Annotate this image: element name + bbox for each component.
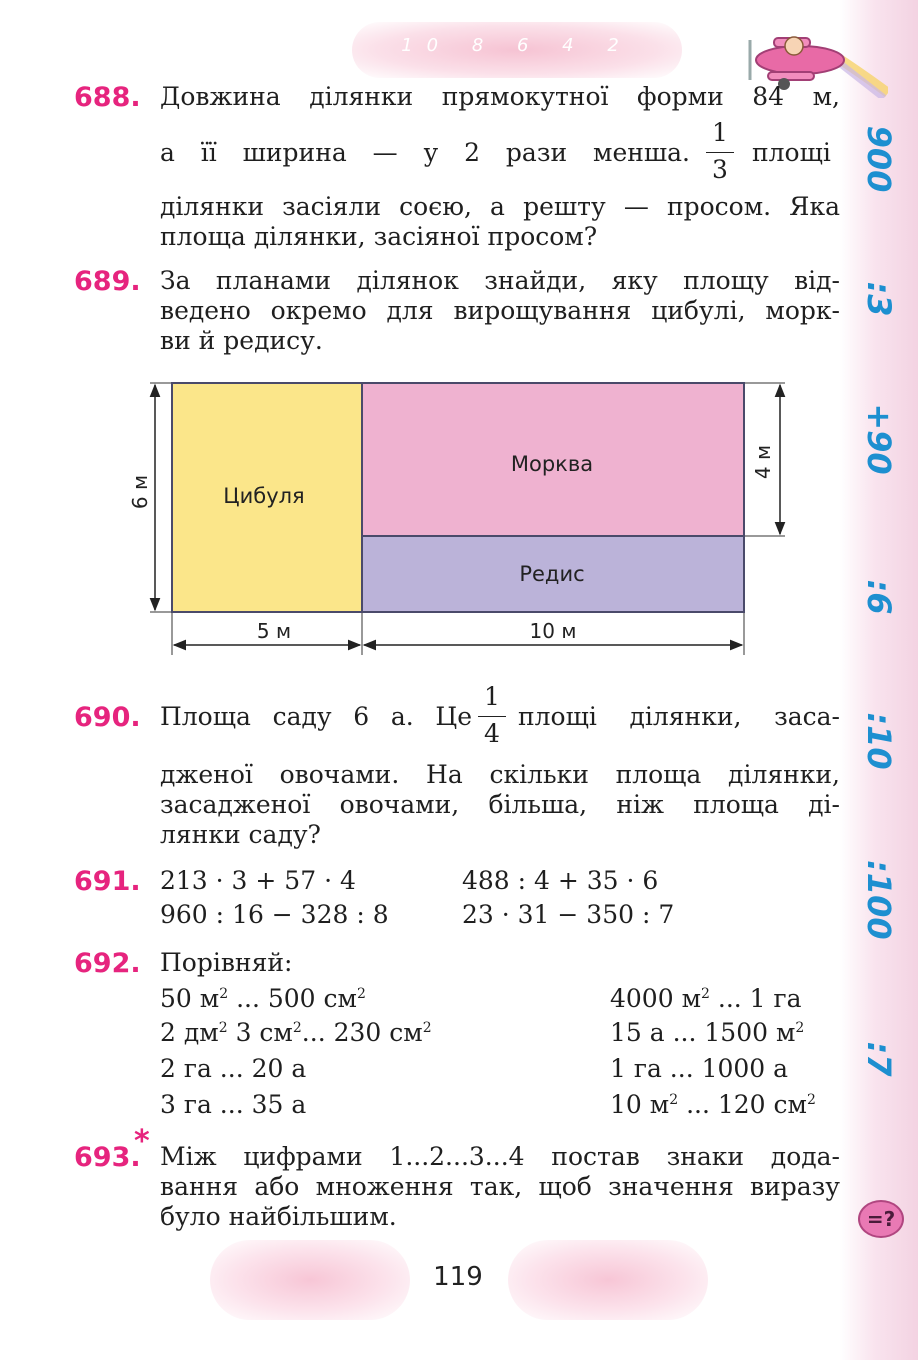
carrot-label: Морква [510,452,594,476]
height-label: 6 м [128,474,152,510]
bottom-cloud-right [508,1240,708,1320]
onion-label: Цибуля [223,484,305,508]
task-689-line-3: ви й редису. [160,326,323,355]
side-op-div-3: :3 [860,281,898,317]
task-691-expression-1: 213 · 3 + 57 · 4 [160,866,356,895]
page-number: 119 [433,1262,483,1292]
task-688-line-1: Довжина ділянки прямокутної форми 84 м, [160,82,840,111]
compare-left-3: 2 га ... 20 а [160,1054,307,1083]
task-690-number: 690. [74,702,141,733]
task-693-number: 693. [74,1142,141,1173]
compare-right-1: 4000 $м^2$ ... 1 га [610,984,802,1013]
task-690-line-3: засадженої овочами, більша, ніж площа ді- [160,790,840,819]
task-689-number: 689. [74,266,141,297]
width-left-label: 5 м [256,619,292,643]
fraction-bar [478,716,506,717]
task-688-line-3: ділянки засіяли соєю, а решту — просом. Яка [160,192,840,221]
width-right-label: 10 м [529,619,577,643]
task-691-expression-3: 960 : 16 − 328 : 8 [160,900,389,929]
task-688-line-2a: а її ширина — у 2 рази менша. [160,138,690,167]
task-690-fraction [478,682,506,749]
fraction-denominator: 3 [712,155,728,184]
bottom-cloud-left [210,1240,410,1320]
compare-left-4: 3 га ... 35 а [160,1090,307,1119]
task-690-line-2: дженої овочами. На скільки площа ділянки, [160,760,840,789]
task-693-line-2: вання або множення так, щоб значення виразу [160,1172,840,1201]
difficulty-star-icon: * [134,1124,150,1159]
task-689-line-2: ведено окремо для вирощування цибулі, морк- [160,296,840,325]
compare-right-4: 10 $м^2$ ... 120 $см^2$ [610,1090,816,1119]
fraction-numerator: 1 [484,682,500,711]
side-op-div-10: :10 [860,712,898,770]
task-689-line-1: За планами ділянок знайди, яку площу від- [160,266,840,295]
task-692-number: 692. [74,948,141,979]
task-693-line-3: було найбільшим. [160,1202,397,1231]
task-690-line-4: лянки саду? [160,820,321,849]
compare-right-2: 15 а ... 1500 $м^2$ [610,1018,805,1047]
compare-left-1: 50 $м^2$ ... 500 $см^2$ [160,984,366,1013]
task-688-line-2b: площі [752,138,831,167]
compare-right-3: 1 га ... 1000 а [610,1054,789,1083]
fraction-numerator: 1 [712,118,728,147]
task-690-line-1a: Площа саду 6 а. Це [160,702,472,731]
task-688-line-4: площа ділянки, засіяної просом? [160,222,598,251]
top-cloud-countdown: 10 8 6 4 2 [352,22,682,78]
task-688-number: 688. [74,82,141,113]
carrot-height-label: 4 м [751,444,775,480]
side-op-plus-90: +90 [860,403,898,475]
task-693-line-1: Між цифрами 1...2...3...4 постав знаки дода- [160,1142,840,1171]
side-op-div-7: :7 [860,1041,898,1077]
task-691-expression-2: 488 : 4 + 35 · 6 [462,866,659,895]
task-691-expression-4: 23 · 31 − 350 : 7 [462,900,675,929]
side-op-div-100: :100 [860,860,898,940]
side-op-div-6: :6 [860,579,898,615]
radish-label: Редис [519,562,585,586]
task-690-line-1b: площі ділянки, заса- [518,702,840,731]
task-692-intro: Порівняй: [160,948,293,977]
side-op-900: 900 [860,125,898,193]
check-answer-icon: =? [858,1200,904,1238]
task-691-number: 691. [74,866,141,897]
fraction-denominator: 4 [484,719,500,748]
compare-left-2: 2 $дм^2$ 3 $см^2$... 230 $см^2$ [160,1018,432,1047]
